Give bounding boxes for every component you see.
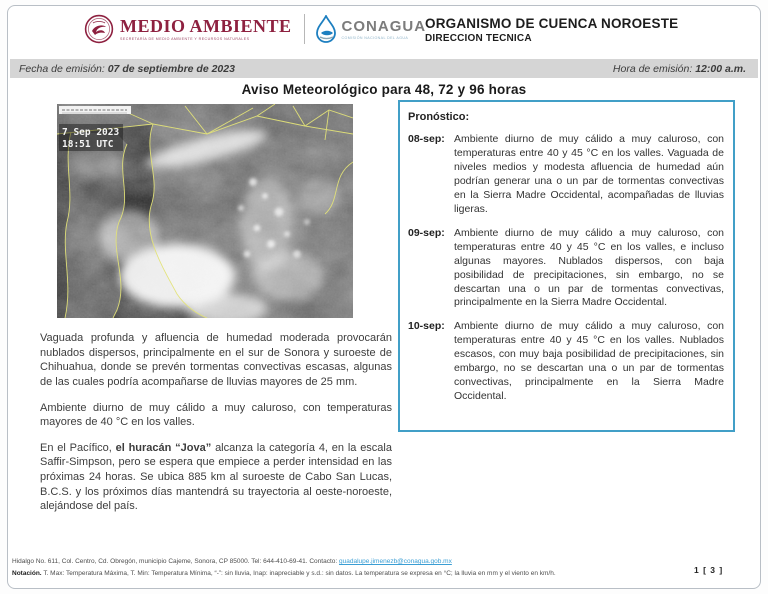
medio-ambiente-title: MEDIO AMBIENTE [120, 16, 292, 36]
forecast-entry-08sep [408, 133, 724, 217]
page-title: Aviso Meteorológico para 48, 72 y 96 horas [241, 82, 527, 97]
hurricane-jova-name: el huracán “Jova” [115, 441, 212, 454]
p3-suffix: alcanza la categoría 4, en la escala Saffir-Simpson, pero se espera que empiece a perder intensidad en las próximas 24 horas. Se ubica 885 km al suroeste de Cabo San Lucas, B.C.S. y los próximos días mantendrá su trayectoria al oeste-noroeste, alejándose del país. [40, 441, 392, 513]
discussion-column [40, 331, 392, 525]
organism-name: ORGANISMO DE CUENCA NOROESTE [425, 16, 679, 31]
conagua-wordmark [342, 19, 427, 40]
footer-notation-line [12, 568, 712, 580]
direction-name: DIRECCION TECNICA [425, 33, 532, 44]
forecast-entry-10sep [408, 320, 724, 404]
forecast-date: 10-sep: [408, 320, 445, 333]
emission-date-label: Fecha de emisión: [19, 62, 108, 75]
forecast-text: Ambiente diurno de muy cálido a muy caluroso, con temperaturas entre 40 y 45 °C en los valles. Nublados escasos, con muy baja posibilidad de precipitaciones, sin embargo, no se descartan una o un par de tormentas convectivas, principalmente en la Sierra Madre Occidental. [454, 320, 724, 403]
semarnat-seal-icon [84, 14, 114, 44]
emission-date-value: 07 de septiembre de 2023 [107, 62, 235, 75]
footer-address-line [12, 556, 712, 568]
emission-time-label: Hora de emisión: [612, 62, 696, 75]
notation-label: Notación. [12, 569, 42, 577]
satellite-timestamp-time: 18:51 UTC [62, 139, 114, 150]
forecast-title: Pronóstico: [408, 111, 470, 123]
notation-text: T. Max: Temperatura Máxima, T. Min: Temperatura Mínima, “-”: sin lluvia, Inap: inapreciable y s.d.: sin datos. La temperatura se expresa en °C; la lluvia en mm y el viento en km/h. [41, 569, 556, 577]
discussion-paragraph-3 [40, 441, 392, 514]
forecast-text: Ambiente diurno de muy cálido a muy caluroso, con temperaturas entre 40 y 45 °C en los valles. Vaguada de niveles medios y modesta afluencia de humedad aún podrían generar una o un par de tormentas convectivas en la Sierra Madre Occidental, acompañadas de lluvias ligeras. [454, 133, 724, 215]
satellite-timestamp-date: 7 Sep 2023 [62, 127, 120, 138]
satellite-timestamp [59, 124, 123, 151]
emission-date [19, 63, 235, 75]
conagua-subtitle: COMISIÓN NACIONAL DEL AGUA [341, 35, 409, 40]
discussion-paragraph-2: Ambiente diurno de muy cálido a muy caluroso, con temperaturas mayores de 40 °C en los valles. [40, 401, 392, 429]
logo-group [84, 14, 426, 44]
emission-time [613, 63, 746, 75]
page-number: 1 [ 3 ] [694, 565, 724, 575]
document-footer [12, 556, 712, 579]
document-header [0, 12, 768, 56]
organism-block [425, 16, 678, 44]
medio-ambiente-wordmark [120, 17, 292, 41]
logo-separator [304, 14, 305, 44]
forecast-entry-09sep [408, 227, 724, 311]
satellite-caption-strip [59, 106, 131, 114]
forecast-box [398, 100, 735, 432]
p3-prefix: En el Pacífico, [40, 441, 116, 454]
contact-email-link[interactable]: guadalupe.jimenezb@conagua.gob.mx [339, 558, 452, 565]
forecast-date: 08-sep: [408, 133, 445, 145]
medio-ambiente-subtitle: SECRETARÍA DE MEDIO AMBIENTE Y RECURSOS NATURALES [120, 37, 250, 41]
emission-bar [10, 59, 758, 78]
discussion-paragraph-1: Vaguada profunda y afluencia de humedad moderada provocarán nublados dispersos, principalmente en el sur de Sonora y suroeste de Chihuahua, donde se prevén tormentas convectivas escasas, algunas de las cuales podría acompañarse de lluvias mayores de 25 mm. [40, 332, 392, 388]
satellite-image [57, 104, 353, 318]
conagua-title: CONAGUA [341, 17, 427, 35]
footer-address: Hidalgo No. 611, Col. Centro, Cd. Obregón, municipio Cajeme, Sonora, CP 85000. Tel: 644-410-69-41. Contacto: [12, 558, 339, 565]
emission-time-value: 12:00 a.m. [695, 62, 746, 75]
forecast-text: Ambiente diurno de muy cálido a muy caluroso, con temperaturas entre 40 y 45 °C en los valles, e incluso algunas mayores. Nublados dispersos, con baja posibilidad de precipitaciones, sin embargo, no se descartan una o un par de tormentas convectivas, principalmente en la Sierra Madre Occidental. [454, 226, 724, 309]
forecast-date: 09-sep: [408, 226, 445, 239]
conagua-drop-icon [315, 15, 337, 43]
